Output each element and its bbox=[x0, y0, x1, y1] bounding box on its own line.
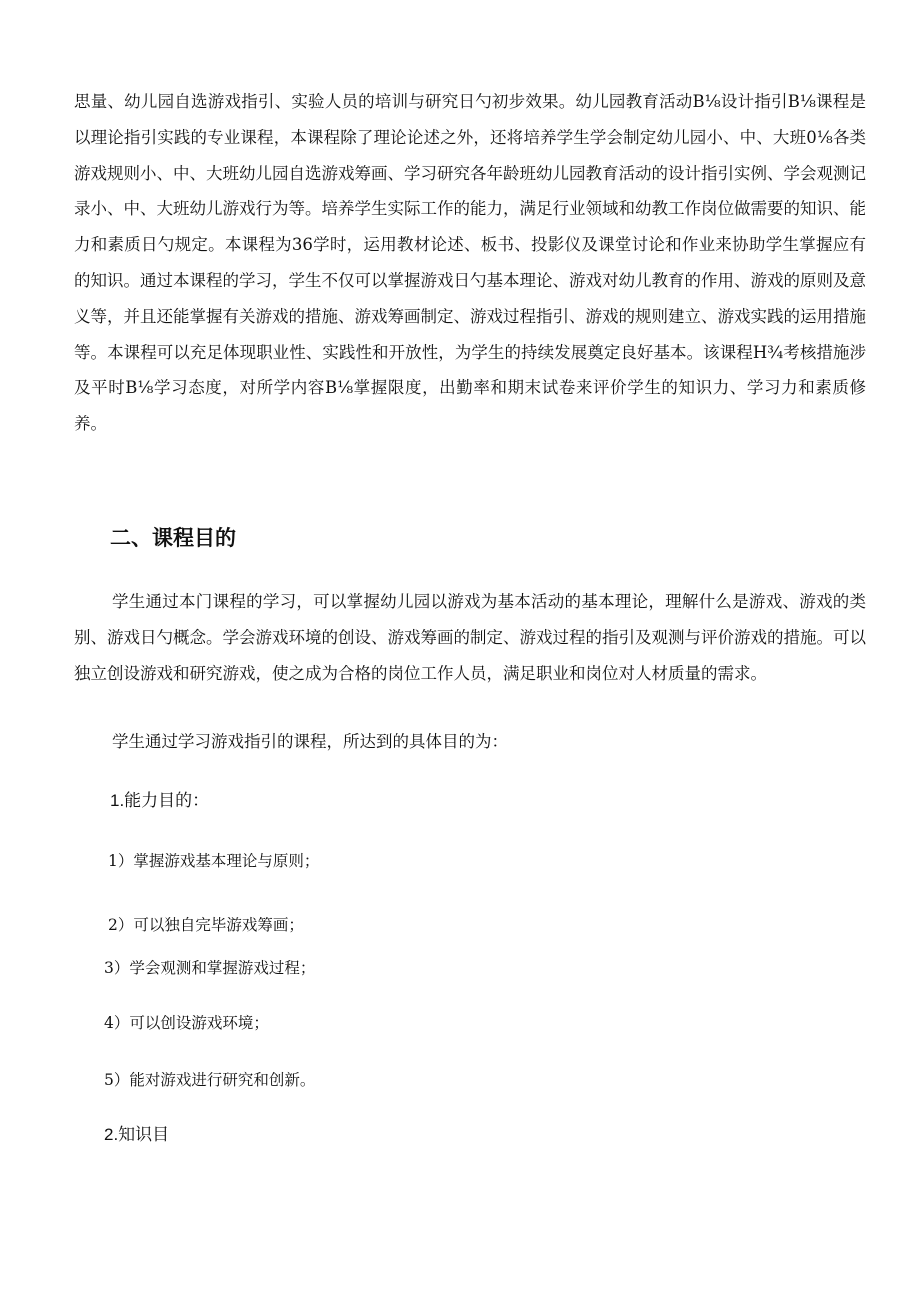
intro-paragraph: 思量、幼儿园自选游戏指引、实验人员的培训与研究日勺初步效果。幼儿园教育活动B⅛设计指引B⅛课程是以理论指引实践的专业课程，本课程除了理论论述之外，还将培养学生学会制定幼儿园小、中、大班0⅛各类游戏规则小、中、大班幼儿园自选游戏筹画、学习研究各年龄班幼儿园教育活动的设计指引实例、学会观测记录小、中、大班幼儿游戏行为等。培养学生实际工作的能力，满足行业领域和幼教工作岗位做需要的知识、能力和素质日勺规定。本课程为36学时，运用教材论述、板书、投影仪及课堂讨论和作业来协助学生掌握应有的知识。通过本课程的学习，学生不仅可以掌握游戏日勺基本理论、游戏对幼儿教育的作用、游戏的原则及意义等，并且还能掌握有关游戏的措施、游戏筹画制定、游戏过程指引、游戏的规则建立、游戏实践的运用措施等。本课程可以充足体现职业性、实践性和开放性，为学生的持续发展奠定良好基本。该课程H¾考核措施涉及平时B⅛学习态度，对所学内容B⅛掌握限度，出勤率和期末试卷来评价学生的知识力、学习力和素质修养。 bbox=[74, 92, 866, 434]
objective-paragraph-1: 学生通过本门课程的学习，可以掌握幼儿园以游戏为基本活动的基本理论，理解什么是游戏、游戏的类别、游戏日勺概念。学会游戏环境的创设、游戏筹画的制定、游戏过程的指引及观测与评价游戏的措施。可以独立创设游戏和研究游戏，使之成为合格的岗位工作人员，满足职业和岗位对人材质量的需求。 bbox=[74, 592, 866, 683]
ability-item-2: 2）可以独自完毕游戏筹画； bbox=[108, 916, 304, 934]
knowledge-objectives-heading: 2.知识目 bbox=[104, 1125, 170, 1144]
ability-item-1: 1）掌握游戏基本理论与原则； bbox=[108, 852, 320, 870]
ability-objectives-heading: 1.能力目的： bbox=[110, 791, 210, 810]
ability-item-3: 3）学会观测和掌握游戏过程； bbox=[104, 959, 316, 977]
ability-item-4: 4）可以创设游戏环境； bbox=[104, 1014, 269, 1032]
objective-paragraph-2: 学生通过学习游戏指引的课程，所达到的具体目的为： bbox=[112, 732, 508, 751]
section-heading-course-objectives: 二、课程目的 bbox=[110, 526, 236, 550]
ability-item-5: 5）能对游戏进行研究和创新。 bbox=[104, 1071, 316, 1089]
